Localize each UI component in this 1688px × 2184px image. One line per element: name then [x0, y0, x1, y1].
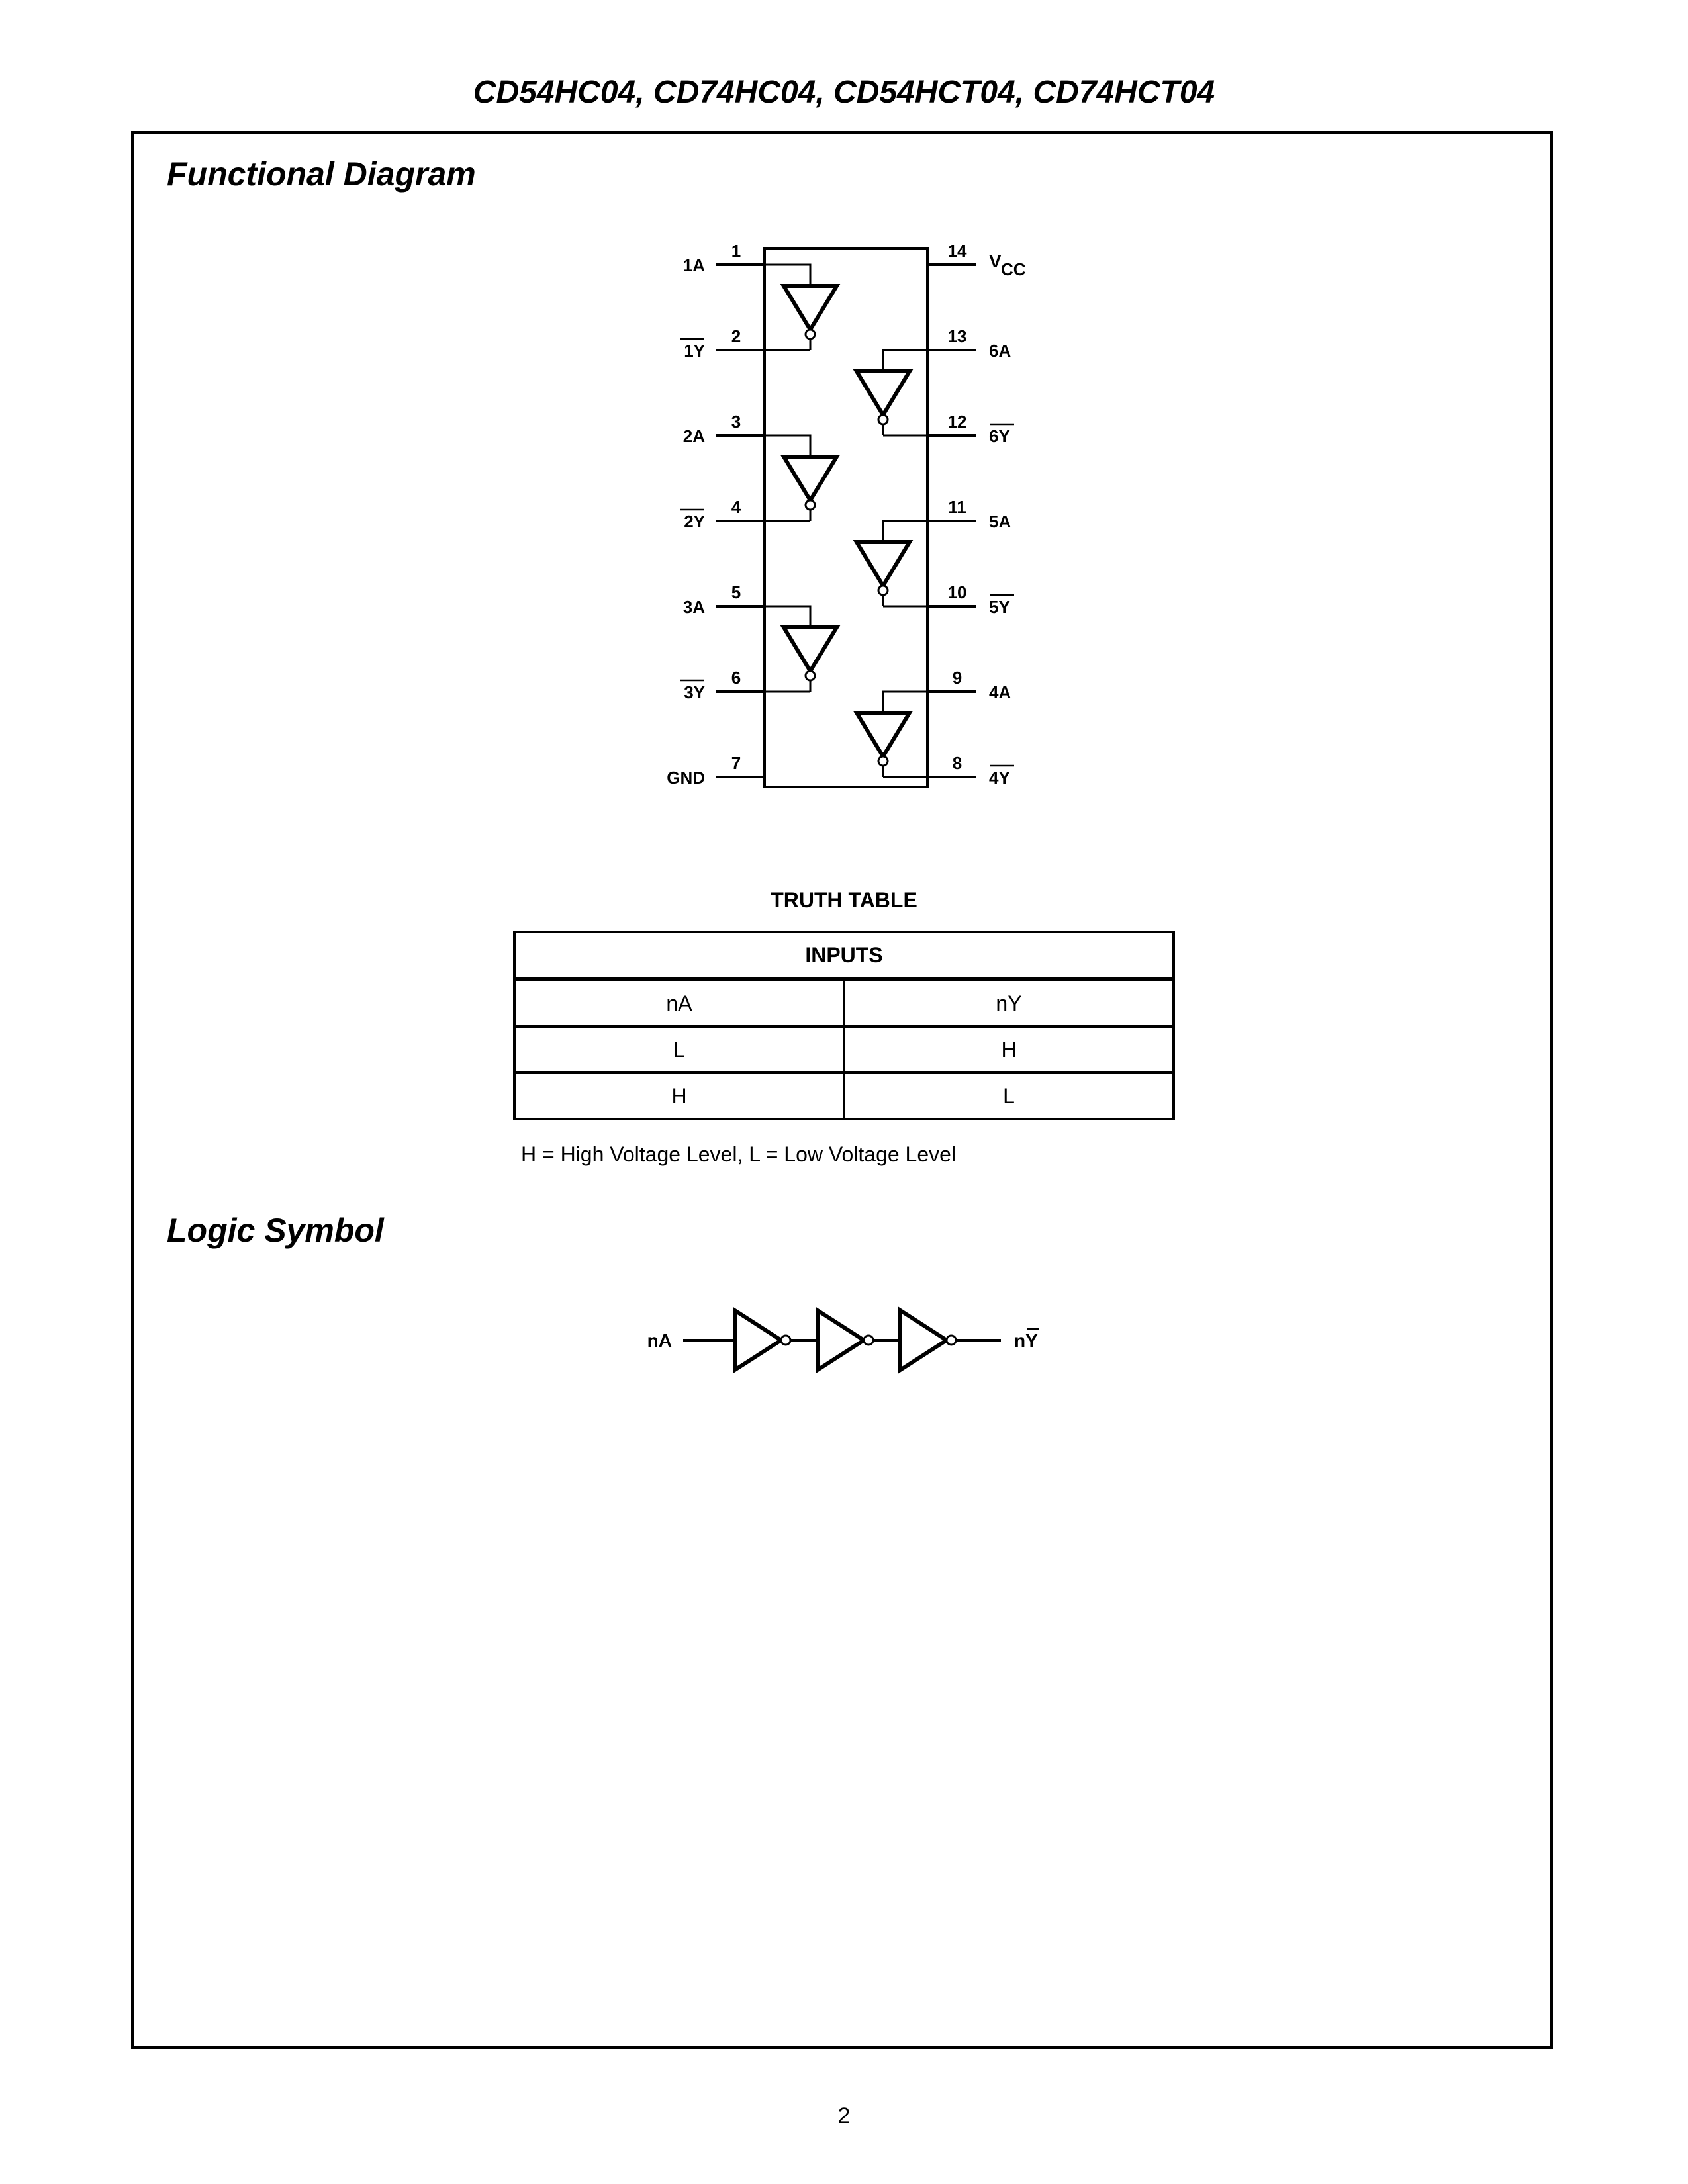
pin-label: 3A — [682, 597, 705, 617]
left-pin-2 — [680, 326, 765, 361]
left-pin-4 — [680, 497, 765, 531]
truth-table-column-header: nA — [514, 979, 844, 1027]
right-pin-9 — [927, 668, 1011, 702]
pin-number: 1 — [731, 241, 741, 261]
buffer-inverter-stage-3 — [900, 1310, 956, 1370]
pin-number: 6 — [731, 668, 741, 688]
pin-label: 6A — [989, 341, 1011, 361]
truth-table-title: TRUTH TABLE — [771, 888, 917, 912]
functional-diagram-title: Functional Diagram — [167, 156, 476, 193]
pin-label-subscript: CC — [1001, 259, 1026, 279]
pin-number: 3 — [731, 412, 741, 432]
pin-label: 6Y — [989, 426, 1010, 446]
pin-label: V — [989, 251, 1002, 271]
logic-symbol-input-label: nA — [647, 1330, 672, 1351]
right-pin-10 — [927, 582, 1014, 617]
left-pin-3 — [683, 412, 765, 446]
left-pin-6 — [680, 668, 765, 702]
truth-table-cell: H — [514, 1073, 844, 1119]
pin-number: 5 — [731, 582, 741, 602]
truth-table-cell: H — [844, 1026, 1174, 1073]
right-pin-12 — [927, 412, 1014, 446]
truth-table-row — [514, 1073, 1174, 1119]
truth-table-group-header: INPUTS — [514, 932, 1174, 979]
pin-number: 8 — [952, 753, 962, 773]
pin-label: 1Y — [684, 341, 705, 361]
pin-label: 4Y — [989, 768, 1010, 788]
inverter-gate-6 — [857, 350, 927, 435]
inverter-gate-3 — [765, 606, 837, 692]
pin-label: 1A — [682, 255, 705, 275]
right-pin-13 — [927, 326, 1011, 361]
truth-table-cell: L — [844, 1073, 1174, 1119]
pin-number: 12 — [947, 412, 967, 432]
right-pin-11 — [927, 497, 1011, 531]
pin-number: 4 — [731, 497, 741, 517]
left-pin-1 — [683, 241, 765, 275]
pin-number: 13 — [947, 326, 967, 346]
right-pin-14 — [927, 241, 1026, 279]
functional-diagram-pinout — [635, 225, 1059, 807]
pin-number: 2 — [731, 326, 741, 346]
pin-label: 4A — [989, 682, 1011, 702]
truth-table-column-header: nY — [844, 979, 1174, 1027]
pin-label: 2Y — [684, 512, 705, 531]
buffer-inverter-stage-1 — [735, 1310, 790, 1370]
right-pin-8 — [927, 753, 1014, 788]
pin-label: 5A — [989, 512, 1011, 531]
logic-symbol-title: Logic Symbol — [167, 1212, 384, 1249]
truth-table — [513, 931, 1175, 1120]
left-pin-7 — [667, 753, 765, 788]
document-header-title: CD54HC04, CD74HC04, CD54HCT04, CD74HCT04 — [473, 75, 1215, 110]
truth-table-group-header-row — [514, 932, 1174, 979]
pin-label: 5Y — [989, 597, 1010, 617]
left-pin-5 — [683, 582, 765, 617]
pin-number: 7 — [731, 753, 741, 773]
inverter-gate-5 — [857, 521, 927, 606]
truth-table-cell: L — [514, 1026, 844, 1073]
pin-label: GND — [667, 768, 705, 788]
page-number: 2 — [837, 2103, 851, 2128]
inverter-gate-1 — [765, 265, 837, 350]
truth-table-column-header-row — [514, 979, 1174, 1027]
inverter-gate-4 — [857, 692, 927, 777]
logic-symbol-output-label: nY — [1014, 1330, 1038, 1351]
pin-number: 10 — [947, 582, 967, 602]
logic-symbol-diagram — [622, 1294, 1059, 1387]
inverter-gate-2 — [765, 435, 837, 521]
buffer-inverter-stage-2 — [818, 1310, 873, 1370]
pin-number: 14 — [947, 241, 967, 261]
pin-label: 2A — [682, 426, 705, 446]
pin-number: 11 — [948, 497, 966, 517]
pin-number: 9 — [952, 668, 962, 688]
pin-label: 3Y — [684, 682, 705, 702]
ic-package-outline — [765, 248, 927, 787]
truth-table-row — [514, 1026, 1174, 1073]
truth-table-note: H = High Voltage Level, L = Low Voltage Level — [521, 1142, 957, 1166]
